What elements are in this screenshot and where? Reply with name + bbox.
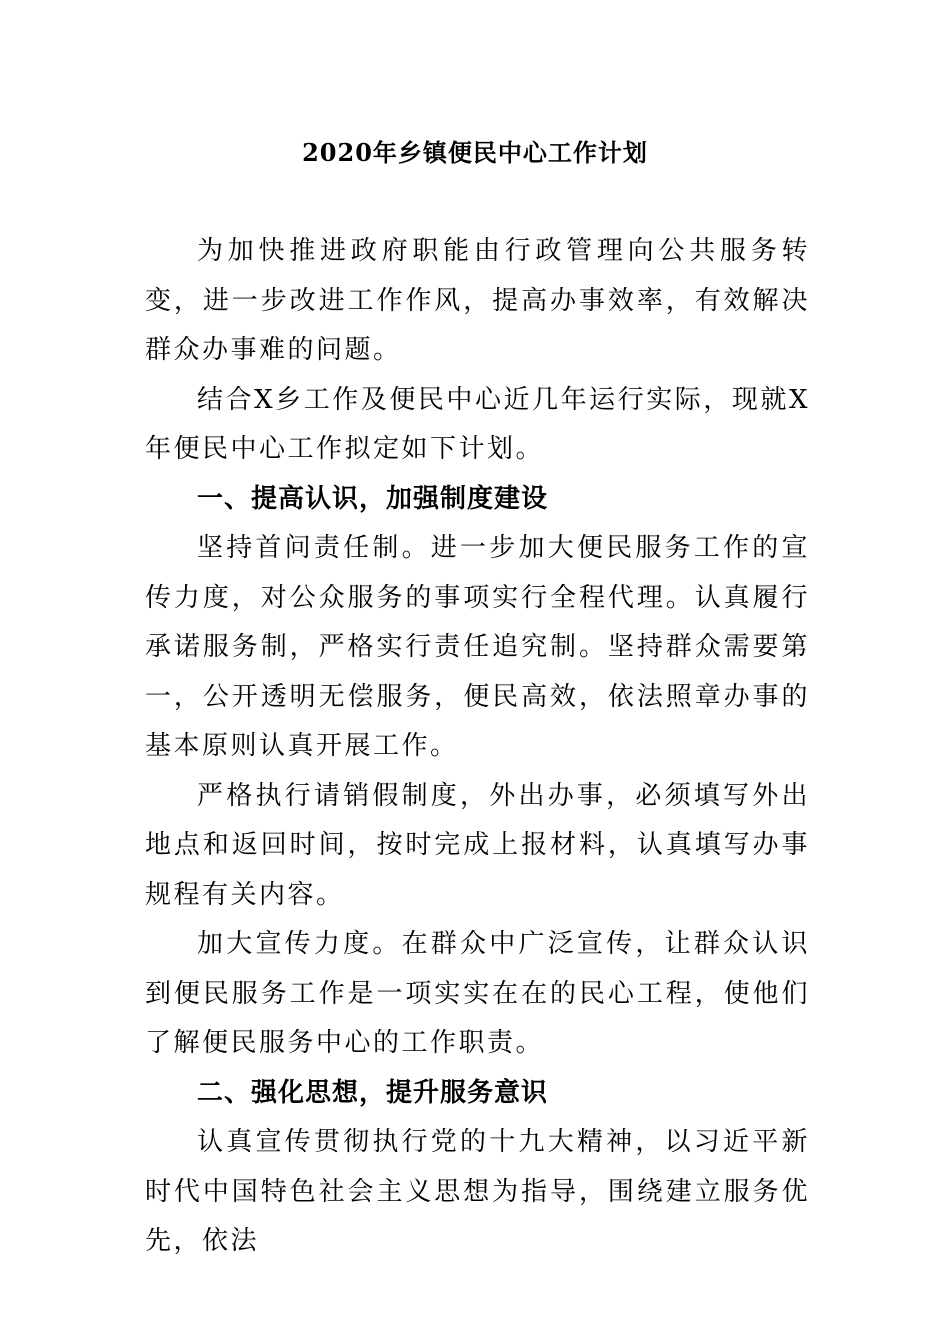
paragraph: 为加快推进政府职能由行政管理向公共服务转变，进一步改进工作作风，提高办事效率，有效解决群众办事难的问题。 [145,236,810,365]
document-body [145,227,810,1267]
section-heading: 二、强化思想，提升服务意识 [197,1077,549,1108]
paragraph: 坚持首问责任制。进一步加大便民服务工作的宣传力度，对公众服务的事项实行全程代理。认真履行承诺服务制，严格实行责任追究制。坚持群众需要第一，公开透明无偿服务，便民高效，依法照章办事的基本原则认真开展工作。 [145,533,810,761]
document-title: 2020年乡镇便民中心工作计划 [302,138,648,167]
paragraph: 严格执行请销假制度，外出办事，必须填写外出地点和返回时间，按时完成上报材料，认真填写办事规程有关内容。 [145,780,810,910]
paragraph: 认真宣传贯彻执行党的十九大精神，以习近平新时代中国特色社会主义思想为指导，围绕建立服务优先，依法 [145,1127,810,1256]
section-heading: 一、提高认识，加强制度建设 [197,483,549,514]
paragraph: 结合X乡工作及便民中心近几年运行实际，现就X年便民中心工作拟定如下计划。 [145,384,810,464]
paragraph: 加大宣传力度。在群众中广泛宣传，让群众认识到便民服务工作是一项实实在在的民心工程，使他们了解便民服务中心的工作职责。 [145,929,810,1058]
